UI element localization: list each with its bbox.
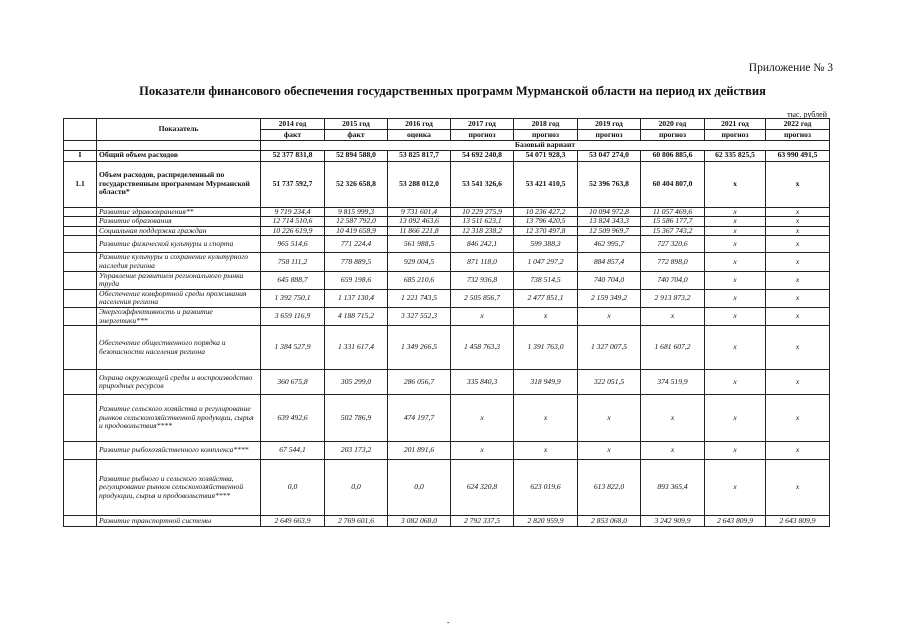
value-cell: х	[705, 207, 766, 217]
row-label: Развитие рыбного и сельского хозяйства, регулирование рынков сельскохозяйственной продукции, сырья и продовольствия****	[97, 460, 261, 516]
value-cell: 13 796 420,5	[514, 217, 578, 227]
value-cell: 10 419 658,9	[325, 226, 388, 236]
page-mark: -	[447, 618, 450, 627]
table-row	[64, 307, 830, 325]
value-cell: х	[705, 326, 766, 370]
value-cell: 60 806 885,6	[641, 150, 705, 161]
value-cell: 1 047 297,2	[514, 253, 578, 271]
value-cell: 2 853 068,0	[578, 516, 641, 527]
value-cell: х	[451, 307, 514, 325]
value-cell: 203 173,2	[325, 442, 388, 460]
row-index	[64, 442, 97, 460]
table-row	[64, 460, 830, 516]
value-cell: 758 111,2	[261, 253, 325, 271]
value-cell: х	[705, 370, 766, 395]
value-cell: х	[641, 307, 705, 325]
value-cell: 771 224,4	[325, 236, 388, 253]
table-row	[64, 253, 830, 271]
value-cell: х	[766, 207, 830, 217]
value-cell: 474 197,7	[388, 395, 451, 442]
kind-header: прогноз	[578, 130, 641, 141]
value-cell: 613 822,0	[578, 460, 641, 516]
row-index	[64, 217, 97, 227]
value-cell: 201 891,6	[388, 442, 451, 460]
units-label: тыс. рублей	[787, 110, 827, 119]
value-cell: 52 396 763,8	[578, 161, 641, 207]
value-cell: 778 889,5	[325, 253, 388, 271]
value-cell: 53 047 274,0	[578, 150, 641, 161]
table-row	[64, 150, 830, 161]
value-cell: 10 094 972,8	[578, 207, 641, 217]
value-cell: 1 331 617,4	[325, 326, 388, 370]
row-index	[64, 460, 97, 516]
row-index	[64, 289, 97, 307]
kind-header: прогноз	[766, 130, 830, 141]
value-cell: 2 159 349,2	[578, 289, 641, 307]
value-cell: 965 514,6	[261, 236, 325, 253]
value-cell: 884 857,4	[578, 253, 641, 271]
value-cell: х	[514, 395, 578, 442]
value-cell: 12 587 792,0	[325, 217, 388, 227]
table-row	[64, 326, 830, 370]
value-cell: 599 388,3	[514, 236, 578, 253]
value-cell: 893 365,4	[641, 460, 705, 516]
value-cell: 15 367 743,2	[641, 226, 705, 236]
kind-header: прогноз	[451, 130, 514, 141]
row-label: Развитие культуры и сохранение культурного наследия региона	[97, 253, 261, 271]
value-cell: 13 511 623,1	[451, 217, 514, 227]
value-cell: х	[705, 161, 766, 207]
value-cell: х	[766, 289, 830, 307]
table-row	[64, 161, 830, 207]
value-cell: х	[766, 236, 830, 253]
value-cell: 12 509 969,7	[578, 226, 641, 236]
value-cell: 772 898,0	[641, 253, 705, 271]
kind-header: факт	[261, 130, 325, 141]
value-cell: х	[514, 442, 578, 460]
value-cell: 53 541 326,6	[451, 161, 514, 207]
value-cell: 740 704,0	[578, 271, 641, 289]
row-label: Развитие рыбохозяйственного комплекса****	[97, 442, 261, 460]
value-cell: 53 288 012,0	[388, 161, 451, 207]
value-cell: 2 792 337,5	[451, 516, 514, 527]
value-cell: 1 681 607,2	[641, 326, 705, 370]
value-cell: 335 840,3	[451, 370, 514, 395]
year-header: 2019 год	[578, 119, 641, 130]
row-label: Энергоэффективность и развитие энергетики***	[97, 307, 261, 325]
value-cell: 12 714 510,6	[261, 217, 325, 227]
value-cell: х	[578, 395, 641, 442]
row-index	[64, 516, 97, 527]
row-index	[64, 226, 97, 236]
value-cell: х	[705, 460, 766, 516]
value-cell: х	[766, 161, 830, 207]
value-cell: х	[705, 307, 766, 325]
variant-label: Базовый вариант	[261, 141, 830, 151]
table-row	[64, 271, 830, 289]
table-row	[64, 226, 830, 236]
value-cell: х	[705, 442, 766, 460]
value-cell: 51 737 592,7	[261, 161, 325, 207]
kind-header: прогноз	[705, 130, 766, 141]
row-label: Общий объем расходов	[97, 150, 261, 161]
value-cell: 502 786,9	[325, 395, 388, 442]
value-cell: 1 221 743,5	[388, 289, 451, 307]
row-label: Обеспечение комфортной среды проживания населения региона	[97, 289, 261, 307]
value-cell: х	[578, 307, 641, 325]
value-cell: 0,0	[388, 460, 451, 516]
variant-spacer	[64, 141, 97, 151]
value-cell: 2 643 809,9	[766, 516, 830, 527]
value-cell: х	[641, 395, 705, 442]
row-index	[64, 370, 97, 395]
value-cell: 3 327 552,3	[388, 307, 451, 325]
value-cell: 63 990 491,5	[766, 150, 830, 161]
value-cell: 1 392 750,1	[261, 289, 325, 307]
value-cell: 3 242 909,9	[641, 516, 705, 527]
year-header: 2021 год	[705, 119, 766, 130]
table-row	[64, 217, 830, 227]
value-cell: 11 057 469,6	[641, 207, 705, 217]
value-cell: 1 458 763,3	[451, 326, 514, 370]
value-cell: х	[451, 442, 514, 460]
value-cell: 0,0	[261, 460, 325, 516]
value-cell: 12 318 238,2	[451, 226, 514, 236]
kind-header: прогноз	[514, 130, 578, 141]
value-cell: 2 477 851,1	[514, 289, 578, 307]
table-row	[64, 236, 830, 253]
row-label: Развитие образования	[97, 217, 261, 227]
value-cell: 10 236 427,2	[514, 207, 578, 217]
row-index	[64, 207, 97, 217]
value-cell: 4 188 715,2	[325, 307, 388, 325]
value-cell: 727 320,6	[641, 236, 705, 253]
row-label: Социальная поддержка граждан	[97, 226, 261, 236]
row-index	[64, 253, 97, 271]
row-index	[64, 236, 97, 253]
year-header: 2014 год	[261, 119, 325, 130]
value-cell: 11 866 221,8	[388, 226, 451, 236]
value-cell: 286 056,7	[388, 370, 451, 395]
value-cell: х	[641, 442, 705, 460]
value-cell: х	[705, 395, 766, 442]
value-cell: 2 913 873,2	[641, 289, 705, 307]
table-row	[64, 395, 830, 442]
table-row	[64, 289, 830, 307]
value-cell: 9 719 234,4	[261, 207, 325, 217]
value-cell: 645 888,7	[261, 271, 325, 289]
value-cell: х	[766, 326, 830, 370]
value-cell: 740 704,0	[641, 271, 705, 289]
value-cell: 561 988,5	[388, 236, 451, 253]
value-cell: 10 226 619,9	[261, 226, 325, 236]
value-cell: 1 349 266,5	[388, 326, 451, 370]
value-cell: 54 071 928,3	[514, 150, 578, 161]
value-cell: 2 649 663,9	[261, 516, 325, 527]
value-cell: 929 004,5	[388, 253, 451, 271]
value-cell: х	[766, 226, 830, 236]
row-index: I	[64, 150, 97, 161]
value-cell: 1 137 130,4	[325, 289, 388, 307]
corner-cell	[64, 119, 97, 141]
value-cell: 3 659 116,9	[261, 307, 325, 325]
value-cell: 52 377 831,8	[261, 150, 325, 161]
value-cell: х	[766, 442, 830, 460]
value-cell: 9 731 601,4	[388, 207, 451, 217]
value-cell: 871 118,0	[451, 253, 514, 271]
row-label: Обеспечение общественного порядка и безопасности населения региона	[97, 326, 261, 370]
table-row	[64, 370, 830, 395]
value-cell: 322 051,5	[578, 370, 641, 395]
value-cell: х	[705, 217, 766, 227]
year-header: 2015 год	[325, 119, 388, 130]
value-cell: х	[705, 253, 766, 271]
value-cell: 1 384 527,9	[261, 326, 325, 370]
value-cell: 623 019,6	[514, 460, 578, 516]
row-index	[64, 326, 97, 370]
value-cell: 2 505 856,7	[451, 289, 514, 307]
value-cell: 2 769 601,6	[325, 516, 388, 527]
year-header: 2020 год	[641, 119, 705, 130]
value-cell: 624 320,8	[451, 460, 514, 516]
value-cell: 3 082 068,0	[388, 516, 451, 527]
value-cell: х	[766, 217, 830, 227]
value-cell: х	[451, 395, 514, 442]
value-cell: х	[766, 460, 830, 516]
value-cell: 52 326 658,8	[325, 161, 388, 207]
year-header: 2018 год	[514, 119, 578, 130]
value-cell: 52 894 588,0	[325, 150, 388, 161]
row-label: Развитие транспортной системы	[97, 516, 261, 527]
row-label: Управление развитием регионального рынка труда	[97, 271, 261, 289]
value-cell: 374 519,9	[641, 370, 705, 395]
value-cell: х	[766, 395, 830, 442]
value-cell: 1 391 763,0	[514, 326, 578, 370]
row-label: Объем расходов, распределенный по государственным программам Мурманской области*	[97, 161, 261, 207]
value-cell: 639 492,6	[261, 395, 325, 442]
table-row	[64, 207, 830, 217]
value-cell: 54 692 240,8	[451, 150, 514, 161]
value-cell: х	[766, 271, 830, 289]
value-cell: 462 995,7	[578, 236, 641, 253]
value-cell: 53 825 817,7	[388, 150, 451, 161]
table-row	[64, 516, 830, 527]
indicator-header: Показатель	[97, 119, 261, 141]
value-cell: 0,0	[325, 460, 388, 516]
row-label: Развитие здравоохранения**	[97, 207, 261, 217]
year-header: 2017 год	[451, 119, 514, 130]
row-label: Развитие физической культуры и спорта	[97, 236, 261, 253]
year-header: 2022 год	[766, 119, 830, 130]
value-cell: 732 936,8	[451, 271, 514, 289]
value-cell: х	[766, 307, 830, 325]
value-cell: 318 949,9	[514, 370, 578, 395]
value-cell: 738 514,5	[514, 271, 578, 289]
value-cell: 305 299,0	[325, 370, 388, 395]
kind-header: прогноз	[641, 130, 705, 141]
value-cell: х	[578, 442, 641, 460]
kind-header: оценка	[388, 130, 451, 141]
value-cell: 659 198,6	[325, 271, 388, 289]
row-index: 1.1	[64, 161, 97, 207]
value-cell: х	[705, 289, 766, 307]
value-cell: х	[705, 236, 766, 253]
value-cell: 13 092 463,6	[388, 217, 451, 227]
document-title: Показатели финансового обеспечения государственных программ Мурманской области на период их действия	[139, 84, 766, 98]
kind-header: факт	[325, 130, 388, 141]
value-cell: 12 370 497,8	[514, 226, 578, 236]
year-header: 2016 год	[388, 119, 451, 130]
value-cell: х	[705, 226, 766, 236]
variant-spacer	[97, 141, 261, 151]
value-cell: х	[514, 307, 578, 325]
value-cell: 10 229 275,9	[451, 207, 514, 217]
value-cell: 62 335 825,5	[705, 150, 766, 161]
value-cell: х	[766, 370, 830, 395]
value-cell: 360 675,8	[261, 370, 325, 395]
value-cell: 60 404 807,0	[641, 161, 705, 207]
value-cell: 13 824 343,3	[578, 217, 641, 227]
value-cell: х	[766, 253, 830, 271]
value-cell: 1 327 007,5	[578, 326, 641, 370]
value-cell: 846 242,1	[451, 236, 514, 253]
value-cell: 53 421 410,5	[514, 161, 578, 207]
value-cell: 9 815 999,3	[325, 207, 388, 217]
row-label: Охрана окружающей среды и воспроизводство природных ресурсов	[97, 370, 261, 395]
value-cell: 2 643 809,9	[705, 516, 766, 527]
row-label: Развитие сельского хозяйства и регулирование рынков сельскохозяйственной продукции, сырья и продовольствия****	[97, 395, 261, 442]
finance-table	[63, 118, 830, 527]
value-cell: х	[705, 271, 766, 289]
row-index	[64, 395, 97, 442]
appendix-number: Приложение № 3	[748, 62, 833, 74]
value-cell: 67 544,1	[261, 442, 325, 460]
table-row	[64, 442, 830, 460]
value-cell: 2 820 959,9	[514, 516, 578, 527]
value-cell: 685 210,6	[388, 271, 451, 289]
row-index	[64, 307, 97, 325]
row-index	[64, 271, 97, 289]
value-cell: 15 586 177,7	[641, 217, 705, 227]
